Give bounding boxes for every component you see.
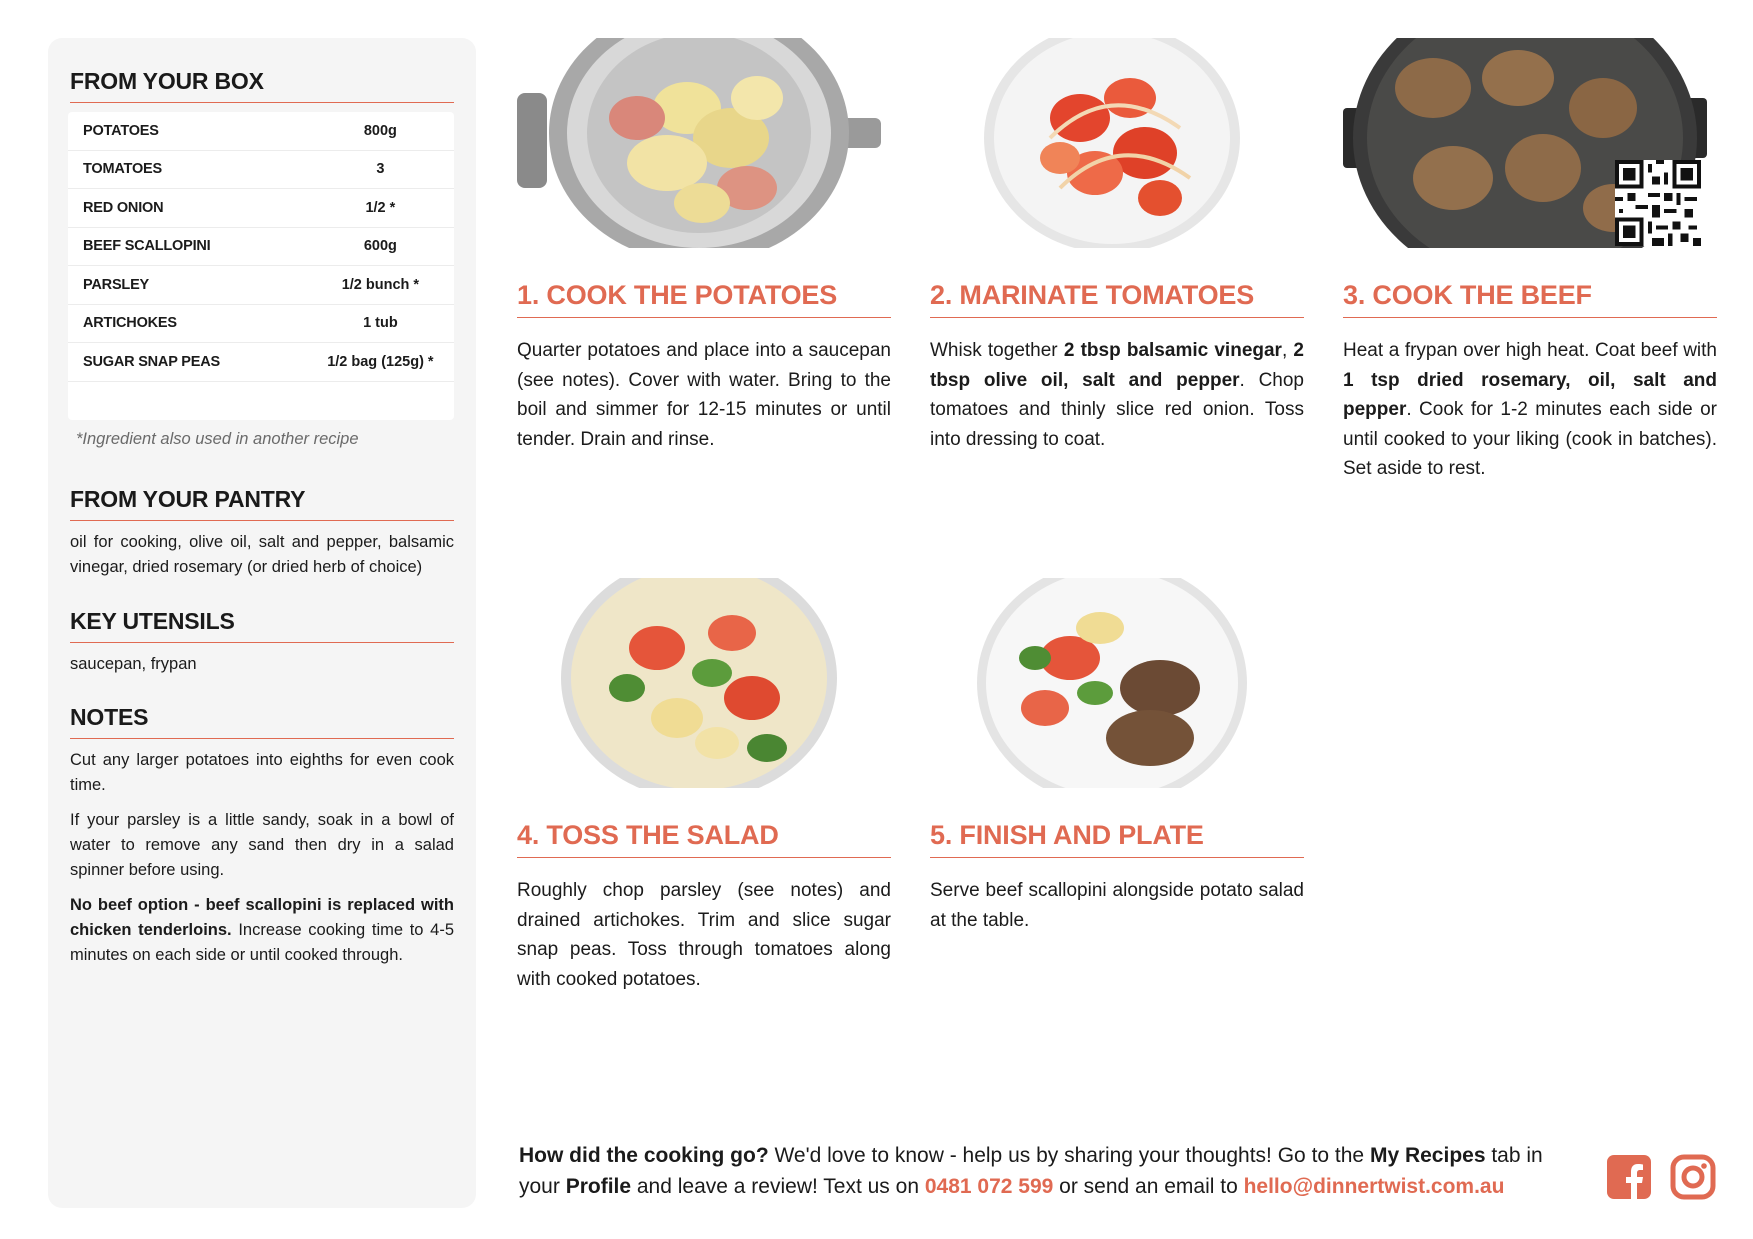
ingredient-row bbox=[68, 266, 454, 305]
email-link[interactable]: hello@dinnertwist.com.au bbox=[1243, 1175, 1505, 1198]
ingredient-row bbox=[68, 112, 454, 151]
step5-photo bbox=[930, 578, 1294, 788]
qr-code-icon[interactable] bbox=[1615, 160, 1701, 246]
instagram-icon[interactable] bbox=[1670, 1154, 1716, 1200]
pantry-title: FROM YOUR PANTRY bbox=[70, 486, 454, 521]
note-text: If your parsley is a little sandy, soak in a bowl of water to remove any sand then dry in a salad spinner before using. bbox=[70, 811, 454, 879]
profile-link[interactable]: Profile bbox=[565, 1175, 632, 1198]
ingredient-qty: 600g bbox=[363, 238, 397, 255]
ingredient-footnote: *Ingredient also used in another recipe bbox=[76, 430, 359, 448]
ingredient-name: BEEF SCALLOPINI bbox=[83, 238, 211, 255]
step2-text: Whisk together 2 tbsp balsamic vinegar, 2 tbsp olive oil, salt and pepper. Chop tomatoes and thinly slice red onion. Toss into dressing to coat. bbox=[930, 340, 1304, 450]
ingredient-qty: 1/2 * bbox=[365, 199, 396, 216]
ingredient-name: TOMATOES bbox=[83, 161, 162, 178]
ingredient-qty: 1/2 bag (125g) * bbox=[327, 353, 434, 370]
notes-body bbox=[70, 748, 454, 978]
ingredient-row bbox=[68, 305, 454, 344]
note-text: Cut any larger potatoes into eighths for even cook time. bbox=[70, 751, 454, 794]
step5-text: Serve beef scallopini alongside potato salad at the table. bbox=[930, 880, 1304, 931]
footer-bold: How did the cooking go? bbox=[519, 1144, 769, 1167]
ingredient-qty: 1/2 bunch * bbox=[341, 276, 420, 293]
ingredient-qty: 1 tub bbox=[363, 315, 398, 332]
my-recipes-link[interactable]: My Recipes bbox=[1369, 1144, 1486, 1167]
step4-photo bbox=[517, 578, 881, 788]
feedback-footer: How did the cooking go? We'd love to know - help us by sharing your thoughts! Go to the My Recipes tab in your Profile and leave a review! Text us on 0481 072 599 or send an email to hello@dinnertwist.com.au bbox=[519, 1144, 1543, 1198]
ingredient-row bbox=[68, 189, 454, 228]
ingredient-name: PARSLEY bbox=[83, 276, 150, 293]
utensils-title: KEY UTENSILS bbox=[70, 608, 454, 643]
step4-text: Roughly chop parsley (see notes) and drained artichokes. Trim and slice sugar snap peas. Toss through tomatoes along with cooked potatoes. bbox=[517, 880, 891, 990]
facebook-icon[interactable] bbox=[1606, 1154, 1652, 1200]
ingredient-row bbox=[68, 228, 454, 267]
phone-link[interactable]: 0481 072 599 bbox=[924, 1175, 1054, 1198]
ingredient-qty: 800g bbox=[363, 122, 397, 139]
note-text bbox=[70, 893, 454, 968]
ingredient-name: SUGAR SNAP PEAS bbox=[83, 353, 220, 370]
step2-photo bbox=[930, 38, 1294, 248]
step1-photo bbox=[517, 38, 881, 248]
step5-title: 5. FINISH AND PLATE bbox=[930, 820, 1304, 858]
ingredients-sidebar bbox=[48, 38, 476, 1208]
step1-text: Quarter potatoes and place into a saucepan (see notes). Cover with water. Bring to the boil and simmer for 12-15 minutes or until tender. Drain and rinse. bbox=[517, 340, 891, 450]
box-title: FROM YOUR BOX bbox=[70, 68, 454, 103]
step3-text: Heat a frypan over high heat. Coat beef with 1 tsp dried rosemary, oil, salt and pepper. Cook for 1-2 minutes each side or until cooked to your liking (cook in batches). Set aside to rest. bbox=[1343, 340, 1717, 479]
ingredients-table bbox=[68, 112, 454, 420]
step3-title: 3. COOK THE BEEF bbox=[1343, 280, 1717, 318]
utensils-text: saucepan, frypan bbox=[70, 655, 197, 673]
notes-title: NOTES bbox=[70, 704, 454, 739]
pantry-text: oil for cooking, olive oil, salt and pepper, balsamic vinegar, dried rosemary (or dried herb of choice) bbox=[70, 533, 454, 576]
note-rest: Increase cooking time to 4-5 minutes on each side or until cooked through. bbox=[70, 921, 455, 964]
ingredient-row bbox=[68, 151, 454, 190]
note-bold: No beef option - beef scallopini is replaced with chicken tenderloins. bbox=[70, 896, 454, 939]
ingredient-name: RED ONION bbox=[83, 199, 164, 216]
ingredient-name: POTATOES bbox=[83, 122, 159, 139]
ingredient-qty: 3 bbox=[376, 161, 385, 178]
step2-title: 2. MARINATE TOMATOES bbox=[930, 280, 1304, 318]
ingredient-row bbox=[68, 343, 454, 382]
step1-title: 1. COOK THE POTATOES bbox=[517, 280, 891, 318]
ingredient-name: ARTICHOKES bbox=[83, 315, 177, 332]
step4-title: 4. TOSS THE SALAD bbox=[517, 820, 891, 858]
